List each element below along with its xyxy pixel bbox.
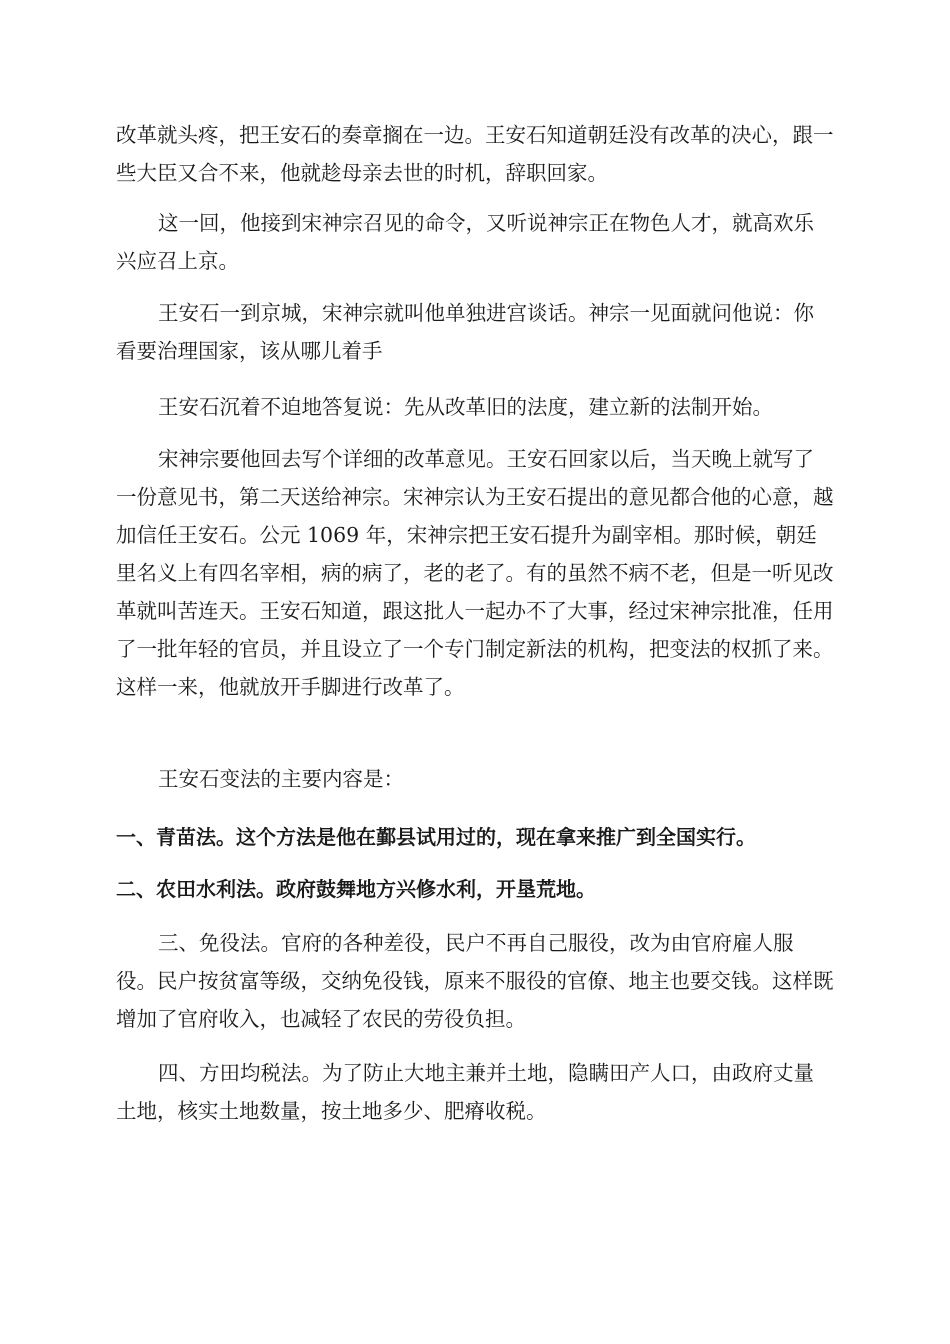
paragraph-6: 王安石变法的主要内容是： (158, 767, 404, 791)
paragraph-qingmiao-law: 一、青苗法。这个方法是他在鄞县试用过的，现在拿来推广到全国实行。 (116, 825, 756, 849)
paragraph-fangtian-tax-law: 四、方田均税法。为了防止大地主兼并土地，隐瞒田产人口，由政府丈量土地，核实土地数量，按土地多少、肥瘠收税。 (116, 1061, 814, 1123)
paragraph-2: 这一回，他接到宋神宗召见的命令，又听说神宗正在物色人才，就高欢乐兴应召上京。 (116, 211, 814, 273)
paragraph-3: 王安石一到京城，宋神宗就叫他单独进宫谈话。神宗一见面就问他说：你看要治理国家，该从哪儿着手 (116, 301, 814, 363)
paragraph-1: 改革就头疼，把王安石的奏章搁在一边。王安石知道朝廷没有改革的决心，跟一些大臣又合不来，他就趁母亲去世的时机，辞职回家。 (116, 123, 834, 185)
paragraph-4: 王安石沉着不迫地答复说：先从改革旧的法度，建立新的法制开始。 (158, 395, 773, 419)
paragraph-exemption-law: 三、免役法。官府的各种差役，民户不再自己服役，改为由官府雇人服役。民户按贫富等级，交纳免役钱，原来不服役的官僚、地主也要交钱。这样既增加了官府收入，也减轻了农民的劳役负担。 (116, 931, 834, 1031)
paragraph-5: 宋神宗要他回去写个详细的改革意见。王安石回家以后，当天晚上就写了一份意见书，第二天送给神宗。宋神宗认为王安石提出的意见都合他的心意，越加信任王安石。公元 1069 年，宋神宗把王安石提升为副宰相。那时候，朝廷里名义上有四名宰相，病的病了，老的老了。有的虽然不病不老，但是一听见改革就叫苦连天。王安石知道，跟这批人一起办不了大事，经过宋神宗批准，任用了一批年轻的官员，并且设立了一个专门制定新法的机构，把变法的权抓了来。这样一来，他就放开手脚进行改革了。 (116, 447, 834, 699)
paragraph-farmland-water-law: 二、农田水利法。政府鼓舞地方兴修水利，开垦荒地。 (116, 877, 596, 901)
